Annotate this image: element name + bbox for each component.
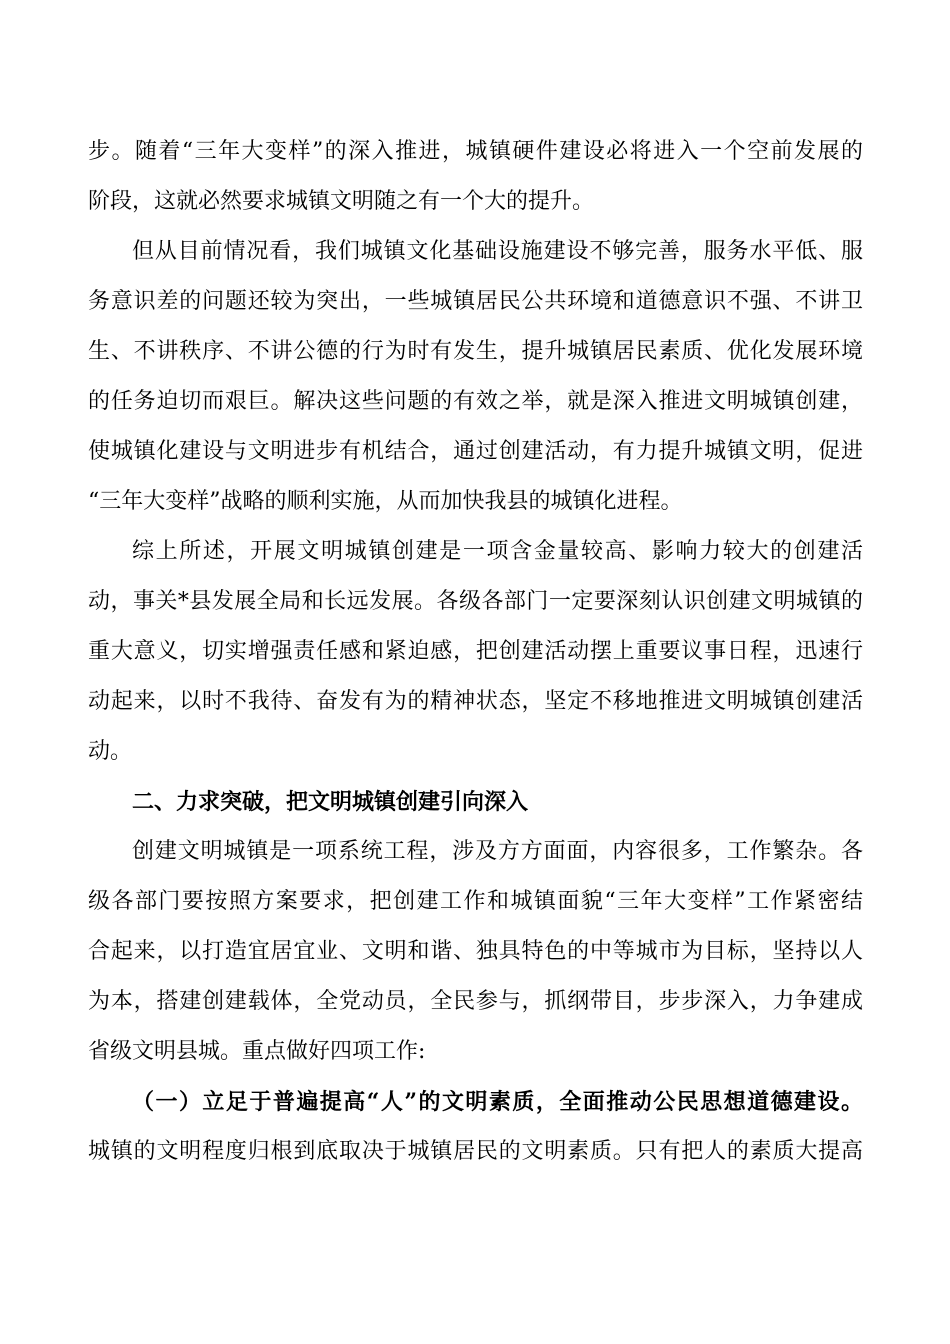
paragraph-line: 使城镇化建设与文明进步有机结合，通过创建活动，有力提升城镇文明，促进	[88, 439, 863, 464]
paragraph-line: 合起来，以打造宜居宜业、文明和谐、独具特色的中等城市为目标，坚持以人	[88, 939, 863, 964]
paragraph-line: 动起来，以时不我待、奋发有为的精神状态，坚定不移地推进文明城镇创建活	[88, 689, 863, 714]
section-heading: 二、力求突破，把文明城镇创建引向深入	[132, 789, 529, 815]
paragraph-line: 步。随着“三年大变样”的深入推进，城镇硬件建设必将进入一个空前发展的	[88, 139, 863, 164]
subsection-heading: （一）立足于普遍提高“人”的文明素质，全面推动公民思想道德建设。	[132, 1089, 863, 1115]
paragraph-line: 级各部门要按照方案要求，把创建工作和城镇面貌“三年大变样”工作紧密结	[88, 889, 863, 914]
paragraph-line: 的任务迫切而艰巨。解决这些问题的有效之举，就是深入推进文明城镇创建，	[88, 389, 863, 414]
paragraph-line: 务意识差的问题还较为突出，一些城镇居民公共环境和道德意识不强、不讲卫	[88, 289, 863, 314]
paragraph-line: 阶段，这就必然要求城镇文明随之有一个大的提升。	[88, 189, 595, 214]
paragraph-line: “三年大变样”战略的顺利实施，从而加快我县的城镇化进程。	[88, 489, 683, 514]
paragraph-line: 创建文明城镇是一项系统工程，涉及方方面面，内容很多，工作繁杂。各	[132, 839, 863, 864]
paragraph-line: 重大意义，切实增强责任感和紧迫感，把创建活动摆上重要议事日程，迅速行	[88, 639, 863, 664]
paragraph-line: 但从目前情况看，我们城镇文化基础设施建设不够完善，服务水平低、服	[132, 239, 863, 264]
paragraph-line: 动，事关*县发展全局和长远发展。各级各部门一定要深刻认识创建文明城镇的	[88, 589, 863, 614]
paragraph-line: 动。	[88, 739, 133, 764]
paragraph-line: 城镇的文明程度归根到底取决于城镇居民的文明素质。只有把人的素质大提高	[88, 1139, 863, 1164]
paragraph-line: 生、不讲秩序、不讲公德的行为时有发生，提升城镇居民素质、优化发展环境	[88, 339, 863, 364]
paragraph-line: 省级文明县城。重点做好四项工作:	[88, 1039, 426, 1064]
paragraph-line: 综上所述，开展文明城镇创建是一项含金量较高、影响力较大的创建活	[132, 539, 863, 564]
paragraph-line: 为本，搭建创建载体，全党动员，全民参与，抓纲带目，步步深入，力争建成	[88, 989, 863, 1014]
